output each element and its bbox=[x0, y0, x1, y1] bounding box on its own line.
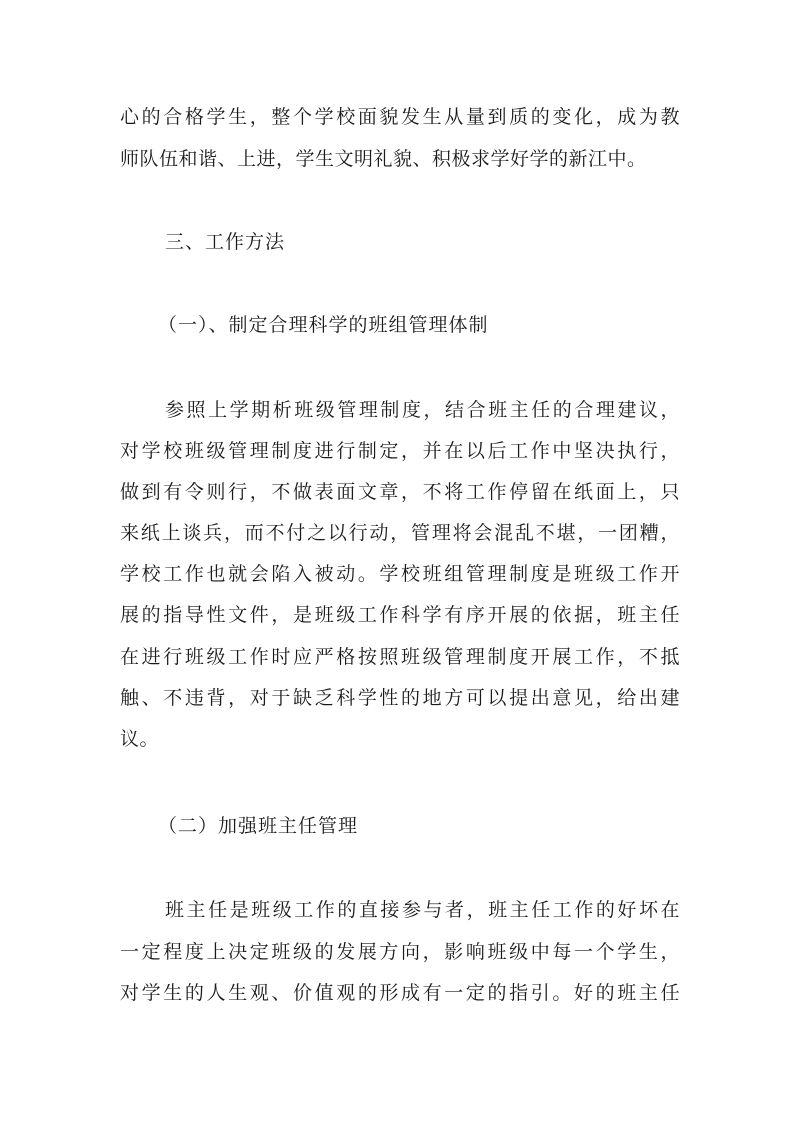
paragraph-line: 班主任是班级工作的直接参与者，班主任工作的好坏在 bbox=[165, 899, 680, 921]
paragraph-line: 一定程度上决定班级的发展方向，影响班级中每一个学生， bbox=[120, 941, 680, 963]
paragraph-line: 对学生的人生观、价值观的形成有一定的指引。好的班主任 bbox=[120, 982, 680, 1004]
subsection-heading: （一）、制定合理科学的班组管理体制 bbox=[158, 314, 489, 336]
section-heading: 三、工作方法 bbox=[165, 231, 286, 253]
paragraph-line: 做到有令则行，不做表面文章，不将工作停留在纸面上，只 bbox=[120, 481, 680, 503]
paragraph-line: 学校工作也就会陷入被动。学校班组管理制度是班级工作开 bbox=[120, 563, 680, 585]
paragraph-line: 在进行班级工作时应严格按照班级管理制度开展工作，不抵 bbox=[120, 646, 680, 668]
paragraph-line: 师队伍和谐、上进，学生文明礼貌、积极求学好学的新江中。 bbox=[120, 148, 647, 170]
paragraph-line: 参照上学期析班级管理制度，结合班主任的合理建议， bbox=[165, 399, 680, 421]
paragraph-line: 心的合格学生，整个学校面貌发生从量到质的变化，成为教 bbox=[120, 106, 680, 128]
subsection-heading: （二）加强班主任管理 bbox=[158, 815, 359, 837]
paragraph-line: 议。 bbox=[120, 728, 160, 750]
paragraph-line: 对学校班级管理制度进行制定，并在以后工作中坚决执行， bbox=[120, 440, 680, 462]
paragraph-line: 来纸上谈兵，而不付之以行动，管理将会混乱不堪，一团糟， bbox=[120, 522, 680, 544]
paragraph-line: 展的指导性文件，是班级工作科学有序开展的依据，班主任 bbox=[120, 604, 680, 626]
paragraph-line: 触、不违背，对于缺乏科学性的地方可以提出意见，给出建 bbox=[120, 687, 680, 709]
